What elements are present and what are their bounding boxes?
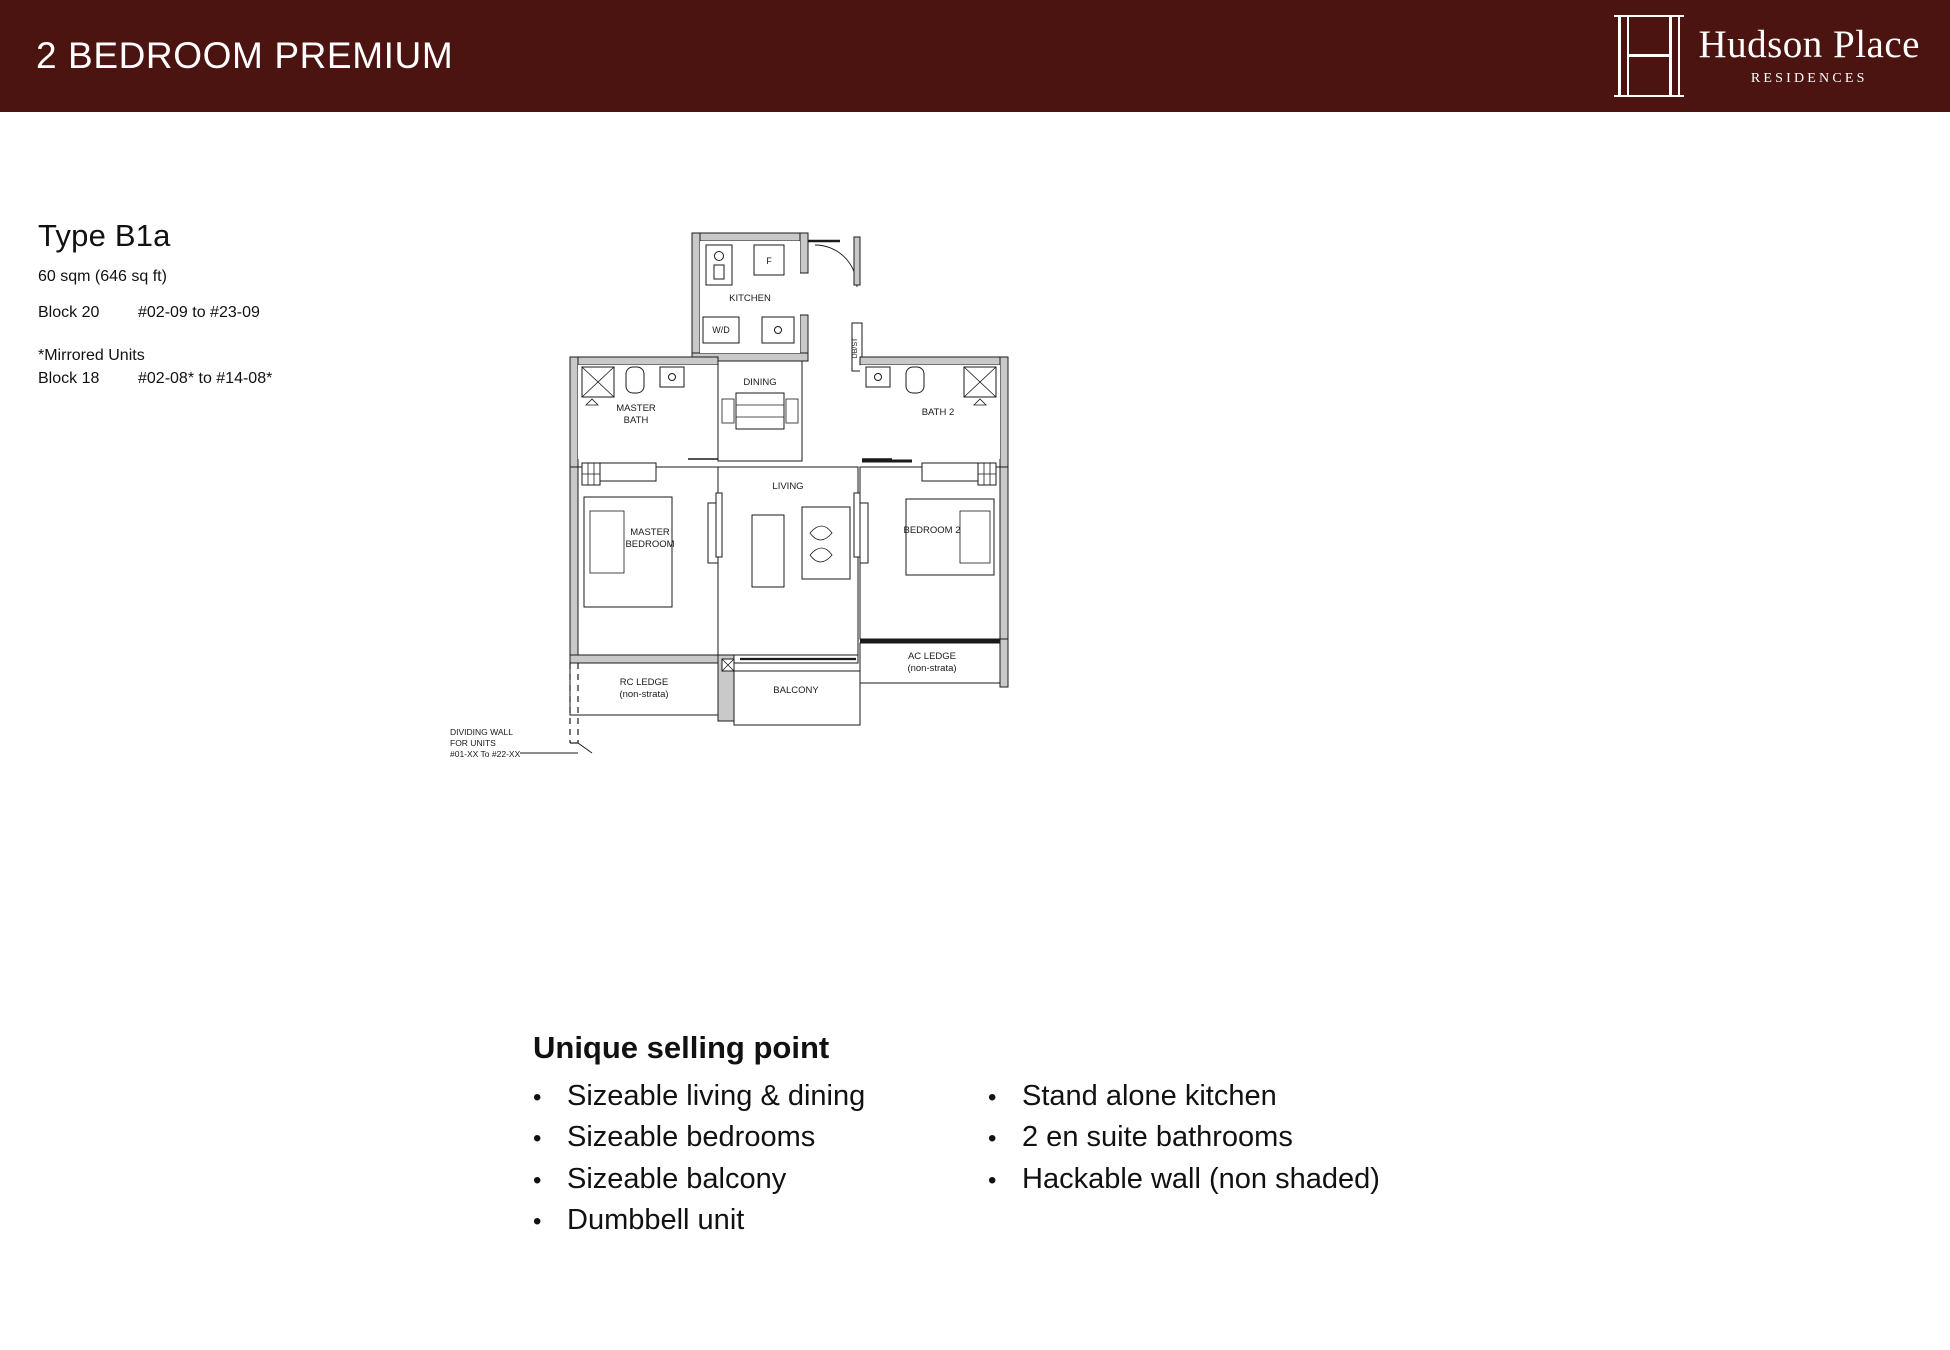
brand-logo bbox=[1614, 15, 1920, 97]
rc-ledge-label-line2: (non-strata) bbox=[619, 689, 669, 700]
bullet-icon: • bbox=[533, 1084, 542, 1111]
header-bar bbox=[0, 0, 1950, 112]
rc-ledge-label-line1: RC LEDGE bbox=[619, 677, 669, 688]
washer-dryer-label: W/D bbox=[712, 325, 730, 335]
dividing-wall-annotation bbox=[450, 727, 578, 759]
dining-label: DINING bbox=[743, 377, 777, 388]
db-st-label: DB/ST bbox=[852, 337, 859, 359]
monogram-icon bbox=[1614, 15, 1684, 97]
usp-item-label: Hackable wall (non shaded) bbox=[1022, 1162, 1380, 1195]
monogram-h-icon bbox=[1614, 15, 1684, 97]
page-title: 2 BEDROOM PREMIUM bbox=[36, 35, 454, 76]
usp-item-label: Stand alone kitchen bbox=[1022, 1080, 1277, 1112]
bedroom2-area bbox=[860, 461, 1008, 639]
bullet-icon: • bbox=[533, 1166, 542, 1194]
balcony-area bbox=[718, 655, 860, 725]
unit-area-label: 60 sqm (646 sq ft) bbox=[38, 268, 167, 285]
ac-ledge-label-line1: AC LEDGE bbox=[907, 651, 957, 662]
usp-item-label: Dumbbell unit bbox=[567, 1203, 745, 1236]
usp-right-column bbox=[988, 1074, 1548, 1239]
usp-left-column bbox=[533, 1074, 988, 1239]
dividing-wall-line3: #01-XX To #22-XX bbox=[450, 749, 521, 759]
bath2-label: BATH 2 bbox=[921, 407, 955, 418]
brand-name: Hudson Place bbox=[1698, 23, 1920, 66]
usp-list-item bbox=[533, 1160, 988, 1198]
floor-plan bbox=[450, 215, 1100, 775]
usp-list-item bbox=[988, 1160, 1548, 1198]
brand-wordmark bbox=[1698, 25, 1920, 87]
block-label: Block 20 bbox=[38, 304, 100, 321]
bullet-icon: • bbox=[988, 1166, 997, 1194]
ac-ledge-area bbox=[860, 639, 1008, 687]
dividing-wall-line1: DIVIDING WALL bbox=[450, 727, 513, 737]
usp-list-item bbox=[988, 1077, 1548, 1115]
usp-item-label: 2 en suite bathrooms bbox=[1022, 1121, 1293, 1154]
bullet-icon: • bbox=[988, 1084, 997, 1111]
master-bedroom-area bbox=[570, 463, 718, 663]
block-units: #02-09 to #23-09 bbox=[138, 304, 260, 321]
kitchen-label: KITCHEN bbox=[729, 293, 771, 304]
bath2-area bbox=[860, 357, 1008, 467]
rc-ledge-area bbox=[570, 663, 718, 753]
living-area bbox=[716, 467, 860, 655]
mirrored-units-block bbox=[38, 344, 458, 390]
usp-title: Unique selling point bbox=[533, 1030, 830, 1065]
master-bedroom-label-line1: MASTER bbox=[630, 527, 670, 538]
brand-subtitle: RESIDENCES bbox=[1750, 71, 1868, 86]
master-bath-area bbox=[570, 357, 718, 467]
living-label: LIVING bbox=[772, 481, 804, 492]
bullet-icon: • bbox=[533, 1207, 542, 1235]
dining-area bbox=[718, 361, 802, 461]
master-bedroom-label-line2: BEDROOM bbox=[625, 539, 675, 550]
unique-selling-point-section bbox=[533, 1030, 1633, 1239]
mirrored-block-units: #02-08* to #14-08* bbox=[138, 370, 273, 388]
master-bath-label-line2: BATH bbox=[623, 415, 649, 426]
bullet-icon: • bbox=[533, 1125, 542, 1153]
unit-info-block bbox=[38, 218, 458, 390]
floor-plan-svg bbox=[450, 215, 1100, 775]
bullet-icon: • bbox=[988, 1125, 997, 1153]
usp-list-item bbox=[533, 1077, 988, 1115]
fridge-label: F bbox=[766, 256, 772, 266]
kitchen-area bbox=[692, 233, 860, 361]
usp-list-item bbox=[988, 1118, 1548, 1156]
usp-item-label: Sizeable balcony bbox=[567, 1162, 787, 1195]
usp-list-item bbox=[533, 1118, 988, 1156]
mirrored-note: *Mirrored Units bbox=[38, 347, 145, 364]
unit-type-label: Type B1a bbox=[38, 218, 171, 253]
balcony-label: BALCONY bbox=[773, 685, 819, 696]
usp-item-label: Sizeable bedrooms bbox=[567, 1121, 816, 1154]
dividing-wall-line2: FOR UNITS bbox=[450, 738, 496, 748]
block-units-row bbox=[38, 304, 458, 322]
master-bath-label-line1: MASTER bbox=[616, 403, 656, 414]
mirrored-block-label: Block 18 bbox=[38, 370, 100, 388]
ac-ledge-label-line2: (non-strata) bbox=[907, 663, 957, 674]
bedroom2-label: BEDROOM 2 bbox=[903, 525, 961, 536]
usp-item-label: Sizeable living & dining bbox=[567, 1080, 866, 1112]
usp-list-item bbox=[533, 1201, 988, 1239]
